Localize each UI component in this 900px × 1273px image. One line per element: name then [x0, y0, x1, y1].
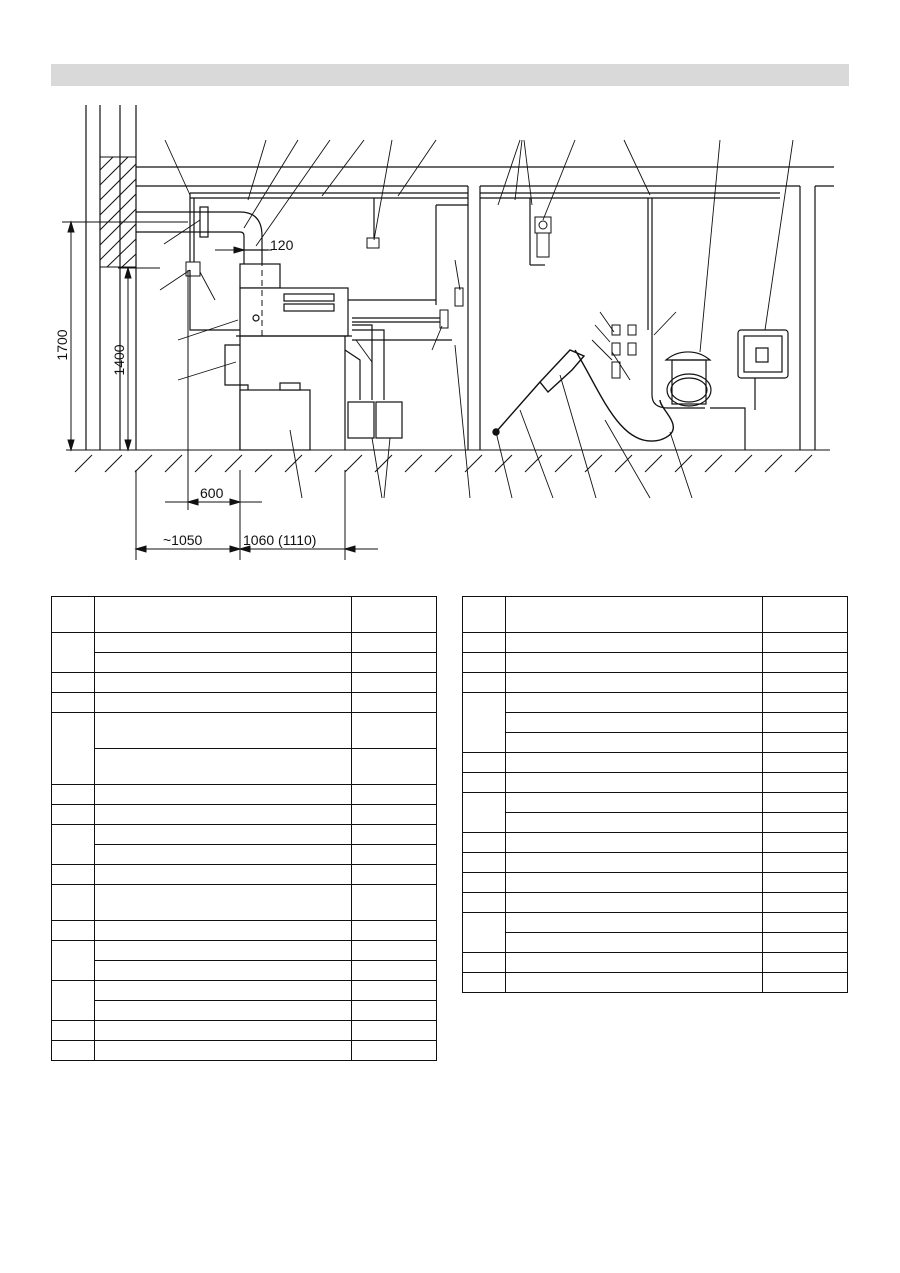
description-cell	[506, 933, 763, 953]
dimension-lines	[62, 222, 745, 560]
table-row	[52, 885, 437, 921]
table-row	[52, 845, 437, 865]
description-cell	[506, 733, 763, 753]
item-number-cell	[52, 865, 95, 885]
item-number-cell	[52, 941, 95, 981]
item-number-cell	[463, 953, 506, 973]
spray-gun	[493, 350, 673, 441]
table-row	[52, 865, 437, 885]
table-row	[463, 853, 848, 873]
part-number-cell	[352, 921, 437, 941]
part-number-cell	[763, 773, 848, 793]
description-cell	[95, 693, 352, 713]
table-row	[463, 753, 848, 773]
part-number-cell	[352, 961, 437, 981]
item-number-cell	[52, 885, 95, 921]
description-cell	[95, 961, 352, 981]
table-row	[463, 933, 848, 953]
item-number-cell	[463, 873, 506, 893]
part-number-cell	[763, 933, 848, 953]
part-number-cell	[763, 597, 848, 633]
item-number-cell	[463, 673, 506, 693]
hose-reel	[652, 330, 745, 450]
description-cell	[95, 673, 352, 693]
item-number-cell	[52, 713, 95, 785]
part-number-cell	[763, 953, 848, 973]
table-row	[463, 973, 848, 993]
part-number-cell	[763, 833, 848, 853]
table-row	[52, 785, 437, 805]
item-number-cell	[52, 825, 95, 865]
description-cell	[506, 853, 763, 873]
part-number-cell	[763, 893, 848, 913]
item-number-cell	[463, 773, 506, 793]
part-number-cell	[352, 653, 437, 673]
item-number-cell	[463, 597, 506, 633]
table-row	[463, 813, 848, 833]
part-number-cell	[763, 753, 848, 773]
item-number-cell	[463, 633, 506, 653]
description-cell	[506, 633, 763, 653]
description-cell	[506, 893, 763, 913]
part-number-cell	[763, 853, 848, 873]
item-number-cell	[463, 853, 506, 873]
description-cell	[506, 953, 763, 973]
description-cell	[506, 973, 763, 993]
parts-table-left	[51, 596, 437, 1061]
description-cell	[95, 845, 352, 865]
item-number-cell	[52, 633, 95, 673]
description-cell	[95, 941, 352, 961]
part-number-cell	[352, 981, 437, 1001]
table-row	[463, 653, 848, 673]
part-number-cell	[352, 597, 437, 633]
description-cell	[95, 1001, 352, 1021]
part-number-cell	[352, 785, 437, 805]
table-row	[52, 713, 437, 749]
table-row	[463, 597, 848, 633]
item-number-cell	[463, 833, 506, 853]
part-number-cell	[352, 1001, 437, 1021]
part-number-cell	[352, 805, 437, 825]
description-cell	[95, 1021, 352, 1041]
description-cell	[95, 865, 352, 885]
part-number-cell	[352, 825, 437, 845]
item-number-cell	[463, 753, 506, 773]
dimension-1060: 1060 (1110)	[243, 532, 317, 548]
tanks	[240, 383, 402, 450]
table-row	[52, 749, 437, 785]
part-number-cell	[352, 1041, 437, 1061]
table-row	[52, 961, 437, 981]
description-cell	[95, 981, 352, 1001]
table-row	[52, 805, 437, 825]
item-number-cell	[52, 785, 95, 805]
table-row	[463, 673, 848, 693]
description-cell	[95, 1041, 352, 1061]
control-box	[738, 330, 788, 410]
part-number-cell	[352, 885, 437, 921]
item-number-cell	[52, 1021, 95, 1041]
table-row	[52, 825, 437, 845]
part-number-cell	[763, 673, 848, 693]
installation-diagram	[0, 90, 900, 570]
ground	[66, 450, 830, 472]
description-cell	[506, 773, 763, 793]
table-row	[52, 981, 437, 1001]
description-cell	[506, 833, 763, 853]
parts-table-right	[462, 596, 848, 993]
table-row	[463, 833, 848, 853]
table-row	[52, 1041, 437, 1061]
description-cell	[506, 693, 763, 713]
part-number-cell	[352, 941, 437, 961]
item-number-cell	[463, 973, 506, 993]
table-row	[52, 693, 437, 713]
part-number-cell	[352, 673, 437, 693]
description-cell	[506, 793, 763, 813]
part-number-cell	[763, 913, 848, 933]
dimension-1700: 1700	[54, 329, 70, 361]
description-cell	[95, 653, 352, 673]
part-number-cell	[763, 733, 848, 753]
item-number-cell	[52, 1041, 95, 1061]
part-number-cell	[352, 713, 437, 749]
table-row	[463, 893, 848, 913]
section-header-bar	[51, 64, 849, 86]
item-number-cell	[463, 913, 506, 953]
item-number-cell	[463, 693, 506, 753]
description-cell	[506, 673, 763, 693]
item-number-cell	[52, 805, 95, 825]
table-row	[463, 873, 848, 893]
item-number-cell	[52, 597, 95, 633]
description-cell	[95, 785, 352, 805]
description-cell	[95, 633, 352, 653]
part-number-cell	[352, 693, 437, 713]
description-cell	[506, 597, 763, 633]
description-cell	[506, 813, 763, 833]
part-number-cell	[763, 713, 848, 733]
dimension-1050: ~1050	[163, 532, 203, 548]
description-cell	[95, 825, 352, 845]
table-row	[463, 733, 848, 753]
table-row	[52, 1001, 437, 1021]
table-row	[463, 773, 848, 793]
dimension-600: 600	[200, 485, 224, 501]
table-row	[52, 941, 437, 961]
item-number-cell	[52, 673, 95, 693]
table-row	[52, 921, 437, 941]
table-row	[52, 633, 437, 653]
part-number-cell	[352, 633, 437, 653]
table-row	[52, 1021, 437, 1041]
description-cell	[95, 749, 352, 785]
part-number-cell	[352, 845, 437, 865]
description-cell	[506, 653, 763, 673]
dimension-1400: 1400	[111, 344, 127, 376]
item-number-cell	[52, 981, 95, 1021]
table-row	[52, 653, 437, 673]
part-number-cell	[763, 653, 848, 673]
table-row	[52, 597, 437, 633]
table-row	[52, 673, 437, 693]
item-number-cell	[463, 653, 506, 673]
description-cell	[506, 713, 763, 733]
chimney-flue	[100, 157, 136, 267]
part-number-cell	[763, 813, 848, 833]
part-number-cell	[763, 793, 848, 813]
table-row	[463, 693, 848, 713]
part-number-cell	[352, 749, 437, 785]
dimension-120: 120	[270, 237, 294, 253]
part-number-cell	[352, 865, 437, 885]
item-number-cell	[52, 693, 95, 713]
part-number-cell	[763, 633, 848, 653]
table-row	[463, 713, 848, 733]
item-number-cell	[463, 893, 506, 913]
description-cell	[506, 913, 763, 933]
part-number-cell	[352, 1021, 437, 1041]
description-cell	[506, 753, 763, 773]
table-row	[463, 953, 848, 973]
description-cell	[95, 713, 352, 749]
flue-pipe	[136, 207, 268, 264]
item-number-cell	[52, 921, 95, 941]
description-cell	[95, 805, 352, 825]
description-cell	[95, 597, 352, 633]
description-cell	[95, 921, 352, 941]
part-number-cell	[763, 873, 848, 893]
part-number-cell	[763, 693, 848, 713]
description-cell	[95, 885, 352, 921]
item-number-cell	[463, 793, 506, 833]
table-row	[463, 793, 848, 813]
table-row	[463, 633, 848, 653]
description-cell	[506, 873, 763, 893]
part-number-cell	[763, 973, 848, 993]
table-row	[463, 913, 848, 933]
